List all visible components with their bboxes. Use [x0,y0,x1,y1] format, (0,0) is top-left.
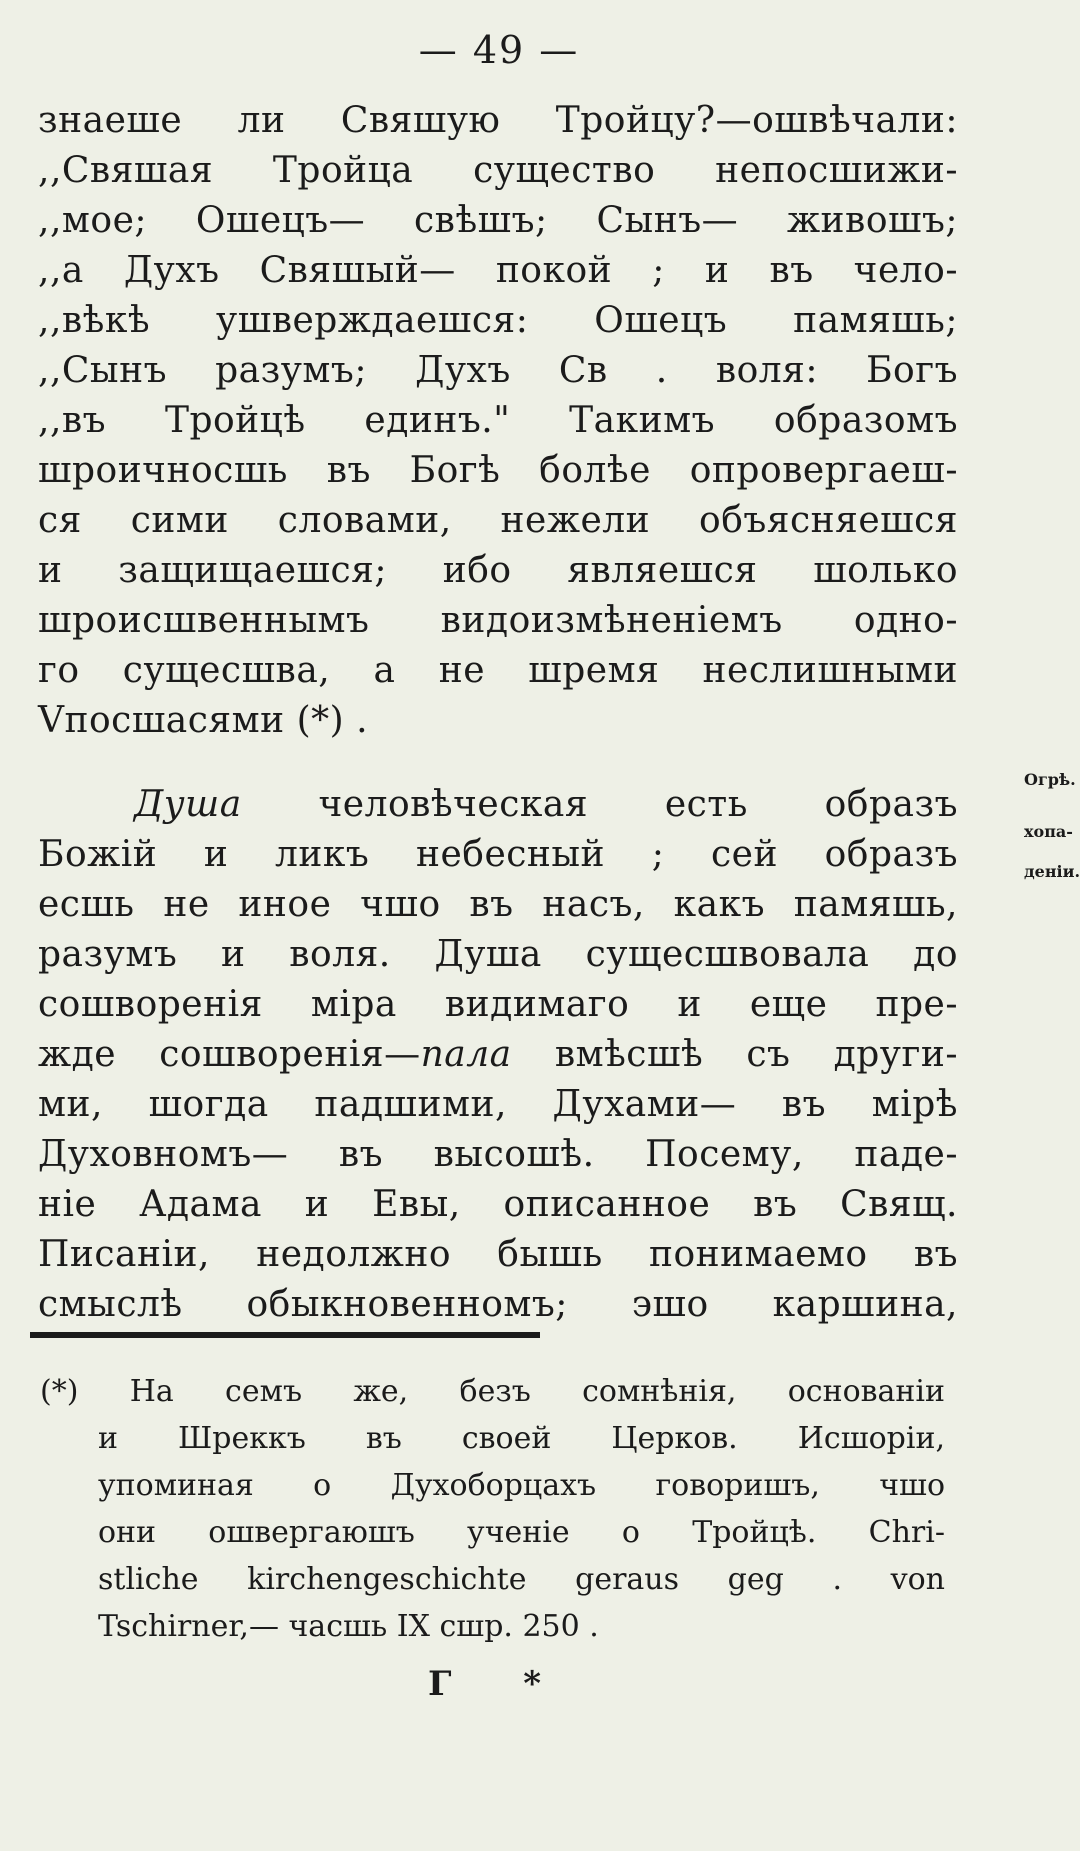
text-line: и защищаешся; ибо являешся шолько [38,550,958,591]
margin-note: Огрѣ. [1024,770,1076,789]
margin-note: деніи. [1024,862,1080,881]
text-line: Божій и ликъ небесный ; сей образъ [38,834,958,875]
page-number-header: — 49 — [418,28,580,72]
paragraph-2 [38,780,958,1330]
text-line: знаеше ли Свяшую Тройцу?—ошвѣчали: [38,100,958,141]
text-line: разумъ и воля. Душа сущесшвовала до [38,934,958,975]
footnote-line: они ошвергаюшъ ученіе о Тройцѣ. Chri- [98,1515,945,1550]
text-line: ніе Адама и Евы, описанное въ Свящ. [38,1184,958,1225]
main-text [38,96,958,1330]
italic-word: пала [420,1034,512,1075]
text-line: сошворенія міра видимаго и еще пре- [38,984,958,1025]
margin-note: хопа- [1024,822,1073,841]
text-line: ,,а Духъ Свяшый— покой ; и въ чело- [38,250,958,291]
text-line: ,,вѣкѣ ушверждаешся: Ошецъ памяшь; [38,300,958,341]
text-line [38,1030,958,1080]
text-line [38,780,958,830]
text-line: го сущесшва, а не шремя неслишными [38,650,958,691]
footnote-line: упоминая о Духоборцахъ говоришъ, чшо [98,1468,945,1503]
text-line: шроичносшь въ Богѣ болѣе опровергаеш- [38,450,958,491]
text-line: Духовномъ— въ высошѣ. Посему, паде- [38,1134,958,1175]
footnote-divider [30,1332,540,1338]
text-line: смыслѣ обыкновенномъ; эшо каршина, [38,1284,958,1325]
text-line: Vпосшасями (*) . [38,700,369,741]
text-line: ся сими словами, нежели объясняешся [38,500,958,541]
text-line: ,,мое; Ошецъ— свѣшъ; Сынъ— живошъ; [38,200,958,241]
italic-word: Душа [134,784,242,825]
signature-mark: Г * [428,1664,572,1704]
footnote-line: Tschirner,— часшь IX сшр. 250 . [98,1609,599,1644]
footnote-line: (*) На семъ же, безъ сомнѣнія, основаніи [40,1374,945,1409]
text-line: шроисшвеннымъ видоизмѣненіемъ одно- [38,600,958,641]
text-line: ми, шогда падшими, Духами— въ мірѣ [38,1084,958,1125]
paragraph-gap [38,746,958,780]
text-line: ,,въ Тройцѣ единъ." Такимъ образомъ [38,400,958,441]
text-span: человѣческая есть образъ [318,784,958,825]
text-line: ,,Свяшая Тройца существо непосшижи- [38,150,958,191]
text-line: есшь не иное чшо въ насъ, какъ памяшь, [38,884,958,925]
text-span: жде сошворенія— [38,1034,421,1075]
footnote-line: stliche kirchengeschichte geraus geg . von [98,1562,945,1597]
text-line: Писаніи, недолжно бышь понимаемо въ [38,1234,958,1275]
paragraph-1 [38,96,958,746]
footnote-line: и Шреккъ въ своей Церков. Исшоріи, [98,1421,945,1456]
text-line: ,,Сынъ разумъ; Духъ Св . воля: Богъ [38,350,958,391]
footnote-block [40,1368,945,1650]
text-span: вмѣсшѣ съ други- [554,1034,958,1075]
